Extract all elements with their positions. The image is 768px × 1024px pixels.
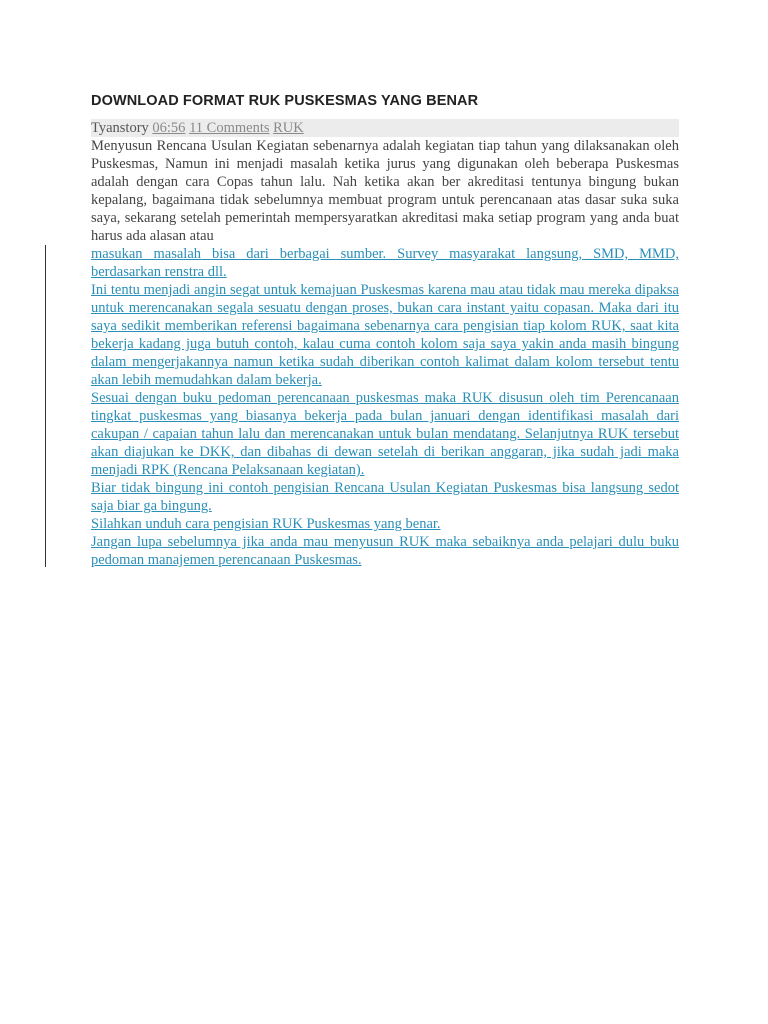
download-link[interactable]: Silahkan unduh cara pengisian RUK Puskesmas yang benar. bbox=[91, 516, 441, 532]
margin-rule bbox=[45, 245, 46, 567]
comments-link[interactable]: 11 Comments bbox=[189, 120, 270, 136]
paragraph-link-4[interactable]: Biar tidak bingung ini contoh pengisian Rencana Usulan Kegiatan Puskesmas bisa langsung sedot saja biar ga bingung. bbox=[91, 480, 679, 514]
article bbox=[91, 92, 679, 569]
label-link[interactable]: RUK bbox=[273, 120, 304, 136]
page-title: DOWNLOAD FORMAT RUK PUSKESMAS YANG BENAR bbox=[91, 93, 479, 109]
intro-paragraph: Menyusun Rencana Usulan Kegiatan sebenarnya adalah kegiatan tiap tahun yang dilaksanakan oleh Puskesmas, Namun ini menjadi masalah ketika jurus yang digunakan oleh beberapa Puskesmas adalah dengan cara Copas tahun lalu. Nah ketika akan ber akreditasi tentunya bingung bukan kepalang, bagaimana tidak sebelumnya membuat program untuk perencanaan atas dasar suka suka saya, sekarang setelah pemerintah mempersyaratkan akreditasi maka setiap program yang anda buat harus ada alasan atau bbox=[91, 138, 679, 244]
paragraph-link-2[interactable]: Ini tentu menjadi angin segat untuk kemajuan Puskesmas karena mau atau tidak mau mereka dipaksa untuk merencanakan segala sesuatu dengan proses, bukan cara instant yaitu copasan. Maka dari itu saya sedikit memberikan referensi bagaimana sebenarnya cara pengisian tiap kolom RUK, saat kita bekerja kadang juga butuh contoh, kalau cuma contoh kolom saja saya yakin anda masih bingung dalam mengerjakannya namun ketika sudah diberikan contoh kalimat dalam kolom tersebut tentu akan lebih memudahkan dalam bekerja. bbox=[91, 282, 679, 388]
paragraph-link-3[interactable]: Sesuai dengan buku pedoman perencanaan puskesmas maka RUK disusun oleh tim Perencanaan tingkat puskesmas yang biasanya bekerja pada bulan januari dengan identifikasi masalah dari cakupan / capaian tahun lalu dan merencanakan untuk bulan mendatang. Selanjutnya RUK tersebut akan diajukan ke DKK, dan dibahas di dewan setelah di berikan anggaran, jika sudah jadi maka menjadi RPK (Rencana Pelaksanaan kegiatan). bbox=[91, 390, 679, 478]
author-name: Tyanstory bbox=[91, 120, 149, 136]
post-meta bbox=[91, 119, 679, 137]
post-time-link[interactable]: 06:56 bbox=[152, 120, 186, 136]
paragraph-link-1[interactable]: masukan masalah bisa dari berbagai sumber. Survey masyarakat langsung, SMD, MMD, berdasarkan renstra dll. bbox=[91, 246, 679, 280]
paragraph-link-6[interactable]: Jangan lupa sebelumnya jika anda mau menyusun RUK maka sebaiknya anda pelajari dulu buku pedoman manajemen perencanaan Puskesmas. bbox=[91, 534, 679, 568]
